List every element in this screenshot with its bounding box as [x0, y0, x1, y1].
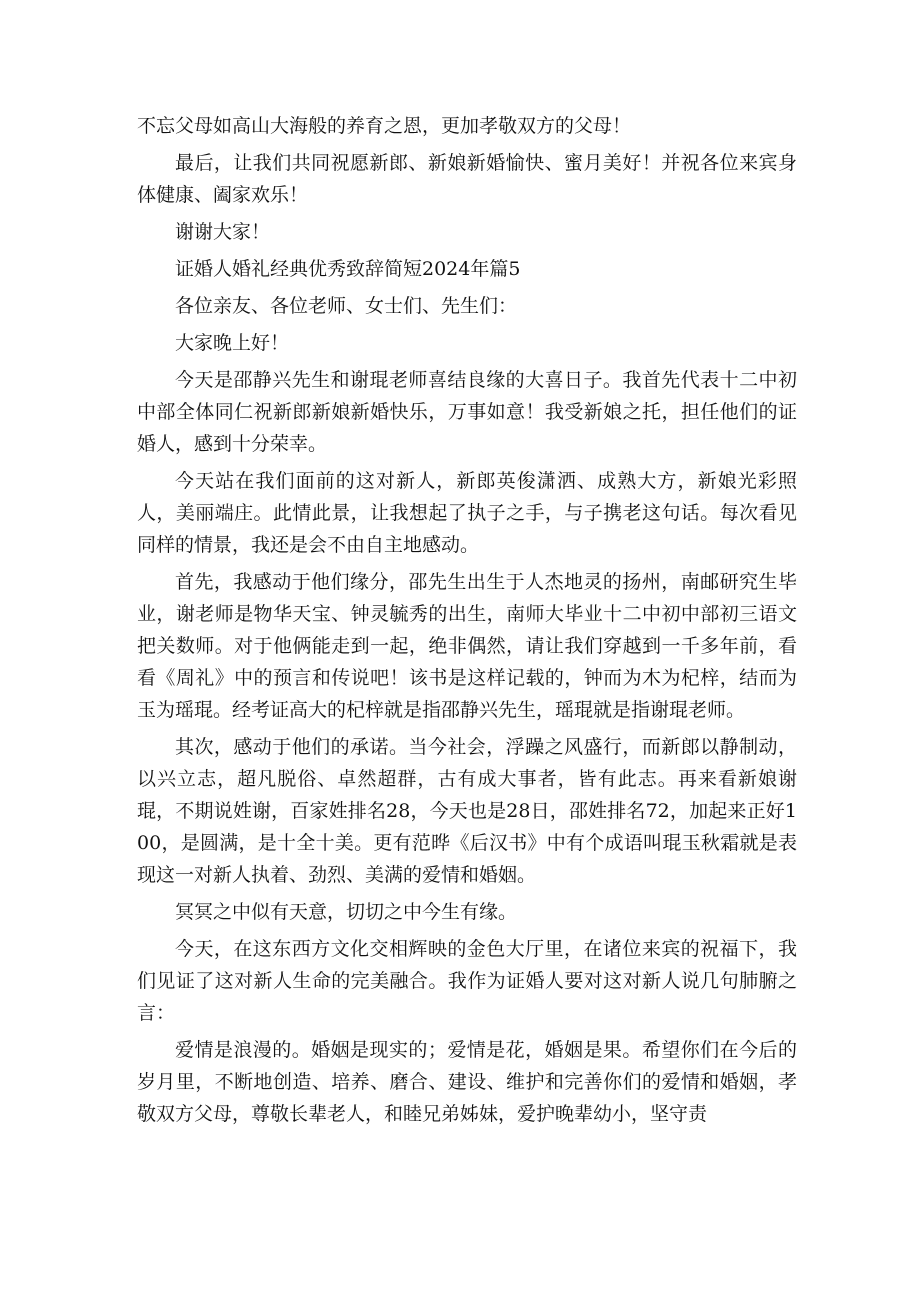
paragraph-witness: 今天，在这东西方文化交相辉映的金色大厅里，在诸位来宾的祝福下，我们见证了这对新人生命的完美融合。我作为证婚人要对这对新人说几句肺腑之言：	[137, 938, 797, 1024]
paragraph-closing-wishes: 最后，让我们共同祝愿新郎、新娘新婚愉快、蜜月美好！并祝各位来宾身体健康、阖家欢乐！	[137, 152, 797, 206]
section-heading: 证婚人婚礼经典优秀致辞简短2024年篇5	[175, 258, 521, 280]
paragraph-continuation: 不忘父母如高山大海般的养育之恩，更加孝敬双方的父母！	[137, 115, 632, 137]
paragraph-thanks: 谢谢大家！	[175, 221, 271, 243]
paragraph-advice: 爱情是浪漫的。婚姻是现实的；爱情是花，婚姻是果。希望你们在今后的岁月里，不断地创造、培养、磨合、建设、维护和完善你们的爱情和婚姻，孝敬双方父母，尊敬长辈老人，和睦兄弟姊妹，爱护晚辈幼小，坚守责	[137, 1039, 797, 1125]
paragraph-destiny: 冥冥之中似有天意，切切之中今生有缘。	[175, 901, 518, 923]
paragraph-introduction: 今天是邵静兴先生和谢琨老师喜结良缘的大喜日子。我首先代表十二中初中部全体同仁祝新郎新娘新婚快乐，万事如意！我受新娘之托，担任他们的证婚人，感到十分荣幸。	[137, 369, 797, 455]
paragraph-promise: 其次，感动于他们的承诺。当今社会，浮躁之风盛行，而新郎以静制动，以兴立志，超凡脱俗、卓然超群，古有成大事者，皆有此志。再来看新娘谢琨，不期说姓谢，百家姓排名28，今天也是28日，邵姓排名72，加起来正好100，是圆满，是十全十美。更有范晔《后汉书》中有个成语叫琨玉秋霜就是表现这一对新人执着、劲烈、美满的爱情和婚姻。	[137, 736, 797, 886]
paragraph-couple-description: 今天站在我们面前的这对新人，新郎英俊潇洒、成熟大方，新娘光彩照人，美丽端庄。此情此景，让我想起了执子之手，与子携老这句话。每次看见同样的情景，我还是会不由自主地感动。	[137, 470, 797, 556]
paragraph-greeting: 大家晚上好！	[175, 332, 290, 354]
paragraph-fate: 首先，我感动于他们缘分，邵先生出生于人杰地灵的扬州，南邮研究生毕业，谢老师是物华天宝、钟灵毓秀的出生，南师大毕业十二中初中部初三语文把关数师。对于他俩能走到一起，绝非偶然，请让我们穿越到一千多年前，看看《周礼》中的预言和传说吧！该书是这样记载的，钟而为木为杞梓，结而为玉为瑶琨。经考证高大的杞梓就是指邵静兴先生，瑶琨就是指谢琨老师。	[137, 571, 797, 721]
paragraph-salutation: 各位亲友、各位老师、女士们、先生们：	[175, 295, 518, 317]
document-body	[137, 110, 797, 1135]
